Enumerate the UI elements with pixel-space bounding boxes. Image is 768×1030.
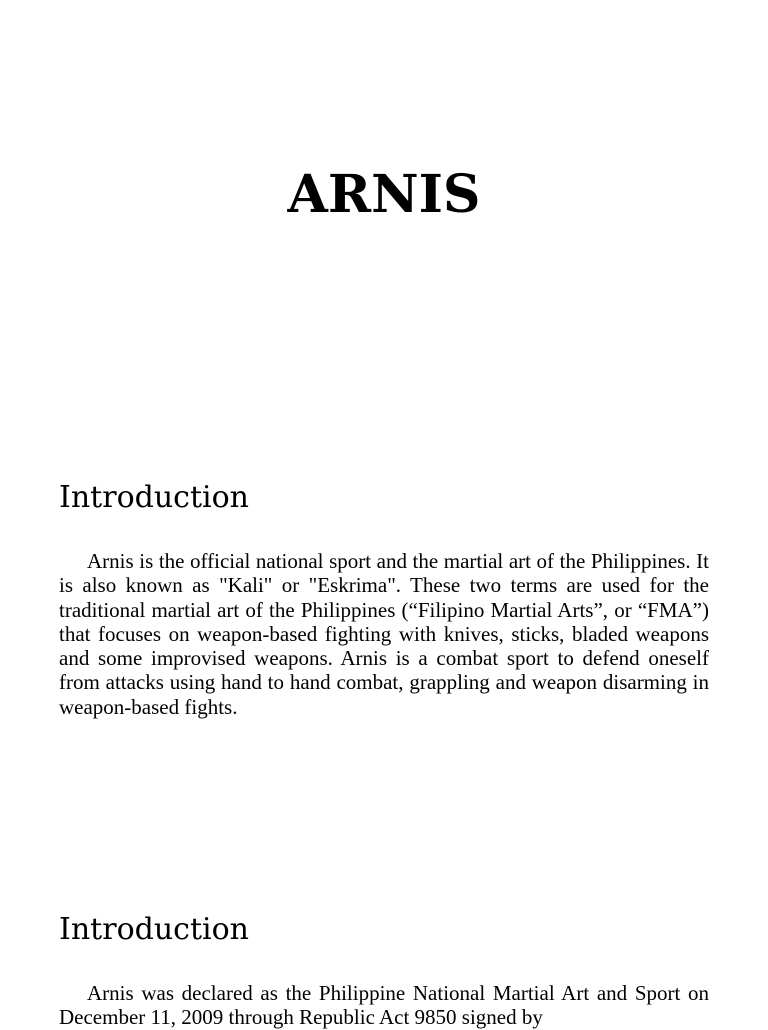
page-title: ARNIS: [287, 164, 481, 225]
section-heading: Introduction: [59, 480, 249, 515]
section-paragraph: Arnis was declared as the Philippine National Martial Art and Sport on December 11, 2009 through Republic Act 9850 signed by: [59, 981, 709, 1030]
introduction-section-2: [59, 910, 709, 1030]
section-heading: Introduction: [59, 912, 249, 947]
section-paragraph: Arnis is the official national sport and the martial art of the Philippines. It is also known as "Kali" or "Eskrima". These two terms are used for the traditional martial art of the Philippines (“Filipino Martial Arts”, or “FMA”) that focuses on weapon-based fighting with knives, sticks, bladed weapons and some improvised weapons. Arnis is a combat sport to defend oneself from attacks using hand to hand combat, grappling and weapon disarming in weapon-based fights.: [59, 549, 709, 719]
introduction-section: [59, 478, 709, 719]
